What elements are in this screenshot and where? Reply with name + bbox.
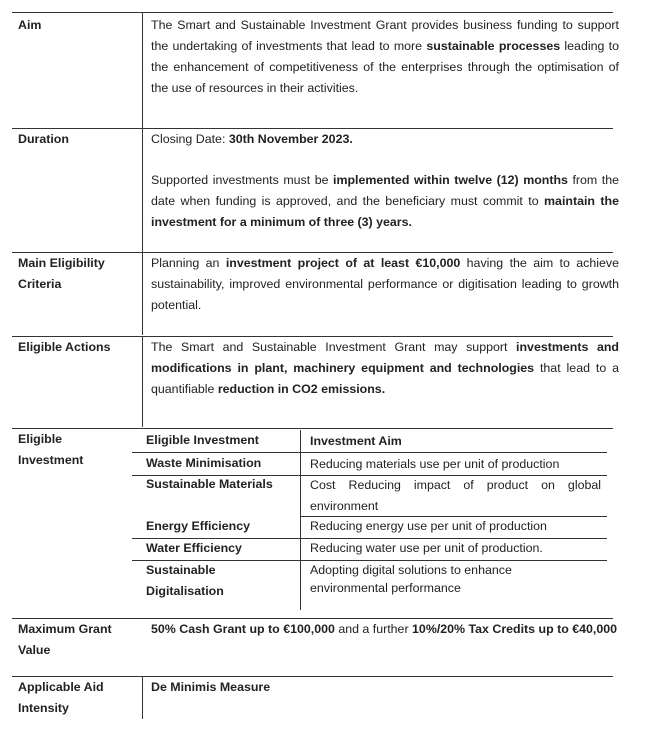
row-label-max-grant: Maximum Grant Value	[18, 622, 112, 657]
actions-text-part: that lead to a quantifiable	[151, 361, 619, 396]
column-divider	[142, 337, 143, 427]
eligibility-text-part: having the aim to achieve sustainability, improved environmental performance or digitisation leading to growth potential.	[151, 256, 619, 312]
row-label-aid-intensity: Applicable Aid Intensity	[18, 680, 104, 715]
actions-emphasis: investments and modifications in plant, machinery equipment and technologies	[151, 340, 619, 375]
max-grant-emphasis: 10%/20% Tax Credits up to €40,000	[412, 622, 618, 636]
column-divider	[142, 13, 143, 129]
row-label-actions: Eligible Actions	[18, 340, 111, 354]
eligibility-emphasis: investment project of at least €10,000	[225, 256, 461, 270]
investment-header-col1: Eligible Investment	[146, 433, 259, 447]
investment-aim: Adopting digital solutions to enhance environmental performance	[310, 563, 512, 595]
actions-emphasis: reduction in CO2 emissions.	[217, 382, 386, 396]
duration-emphasis: maintain the investment for a minimum of three (3) years.	[151, 194, 619, 229]
investment-header-col2: Investment Aim	[310, 434, 402, 448]
eligibility-text-part: Planning an	[151, 256, 226, 270]
closing-date-value: 30th November 2023.	[228, 132, 353, 146]
max-grant-text-part: and a further	[334, 622, 413, 636]
column-divider	[142, 677, 143, 719]
investment-name: Sustainable Materials	[146, 477, 273, 491]
investment-aim: Reducing materials use per unit of production	[310, 457, 560, 471]
eligible-investment-table	[132, 430, 613, 610]
aim-text-part: leading to the enhancement of competitiveness of the enterprises through the optimisation of the use of resources in their activities.	[151, 39, 619, 95]
duration-text-part: from the date when funding is approved, and the beneficiary must commit to	[151, 173, 619, 208]
duration-text-part: Supported investments must be	[151, 173, 333, 187]
duration-text	[151, 129, 619, 233]
eligibility-text	[151, 253, 619, 316]
actions-text	[151, 337, 619, 400]
aid-intensity-text	[151, 677, 619, 698]
closing-date	[151, 129, 619, 150]
row-label-investment: Eligible Investment	[18, 432, 84, 467]
actions-text-part: The Smart and Sustainable Investment Grant may support	[151, 340, 517, 354]
investment-aim: Reducing water use per unit of production.	[310, 541, 543, 555]
row-aim	[12, 12, 619, 129]
investment-name: Sustainable Digitalisation	[146, 563, 224, 598]
row-aid-intensity	[12, 676, 613, 721]
row-label-duration: Duration	[18, 132, 69, 146]
duration-emphasis: implemented within twelve (12) months	[333, 173, 568, 187]
inner-column-divider	[300, 430, 301, 610]
row-max-grant	[12, 618, 618, 677]
investment-aim: Cost Reducing impact of product on global environment	[310, 478, 601, 513]
column-divider	[142, 253, 143, 335]
column-divider	[142, 129, 143, 253]
row-label-aim: Aim	[18, 18, 42, 32]
investment-name: Waste Minimisation	[146, 456, 262, 470]
row-duration	[12, 128, 619, 255]
max-grant-text	[151, 619, 619, 640]
aim-text-part: The Smart and Sustainable Investment Grant provides business funding to support the undertaking of investments that lead to more	[151, 18, 619, 53]
duration-details	[151, 170, 619, 233]
row-actions	[12, 336, 619, 429]
investment-aim: Reducing energy use per unit of production	[310, 519, 547, 533]
investment-name: Water Efficiency	[146, 541, 242, 555]
max-grant-emphasis: 50% Cash Grant up to €100,000	[151, 622, 335, 636]
investment-name: Energy Efficiency	[146, 519, 250, 533]
aim-emphasis: sustainable processes	[426, 39, 561, 53]
row-eligibility	[12, 252, 619, 337]
row-label-eligibility: Main Eligibility Criteria	[18, 256, 105, 291]
duration-text-part: Closing Date:	[151, 132, 229, 146]
aid-intensity-value: De Minimis Measure	[151, 680, 271, 694]
aim-text	[151, 15, 619, 99]
